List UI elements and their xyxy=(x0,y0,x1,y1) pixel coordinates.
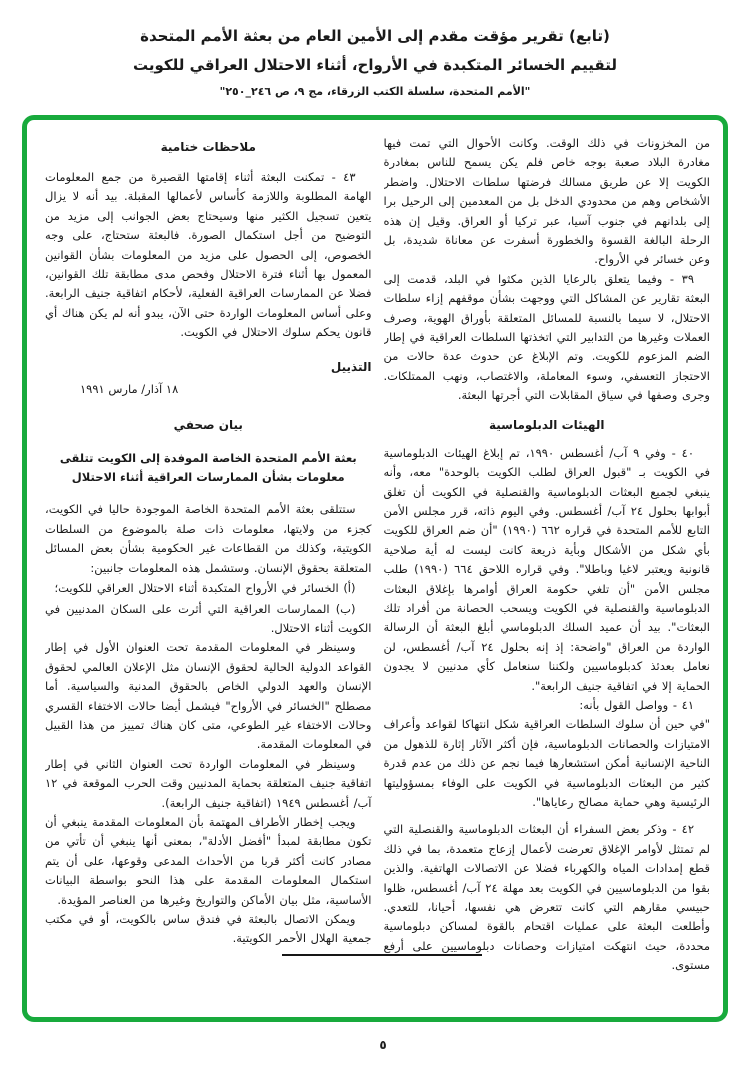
appendix-heading: التذييل xyxy=(330,359,372,374)
para-second-heading-framework: وسينظر في المعلومات الواردة تحت العنوان الثاني في إطار اتفاقية جنيف المتعلقة بحماية المدنيين وقت الحرب الموقعة في ١٢ آب/ أغسطس ١٩٤٩ (اتفاقية جنيف الرابعة). xyxy=(45,756,372,810)
appendix-date: ١٨ آذار/ مارس ١٩٩١ xyxy=(80,381,179,396)
para-40: ٤٠ - وفي ٩ آب/ أغسطس ١٩٩٠، تم إبلاغ الهيئات الدبلوماسية في الكويت بـ "قبول العراق لطلب الكويت بالوحدة" معه، وأنه ينبغي لجميع البعثات الدبلوماسية والقنصلية في الكويت أن تغلق أبوابها بحلول ٢٤ آب/ أغسطس. وفي اليوم ذاته، قرر مجلس الأمن التابع للأمم المتحدة في قراره ٦٦٢ (١٩٩٠) "أن ضم العراق للكويت بأي شكل من الأشكال وبأية ذريعة كانت ليست له أية صلاحية قانونية ويعتبر لاغيا وباطلا". وفي قراره اللاحق ٦٦٤ (١٩٩٠) طلب مجلس الأمن "أن تلغي حكومة العراق أوامرها بإغلاق البعثات الدبلوماسية والقنصلية في الكويت ويسحب الحصانة من أفراد تلك البعثات". بيد أن عميد السلك الدبلوماسي أبلغ البعثة أن الرسالة الواردة من العراق "واضحة: إذ إنه بحلول ٢٤ آب/ أغسطس، لن نعامل بعدئذ كدبلوماسيين ولكننا سنعامل كأي مدنيين لا يجدون الحماية إلا في اتفاقية جنيف الرابعة". xyxy=(383,445,710,693)
press-release-title-line2: معلومات بشأن الممارسات العراقية أثناء الاحتلال xyxy=(71,470,345,485)
para-42: ٤٢ - وذكر بعض السفراء أن البعثات الدبلوماسية والقنصلية التي لم تمتثل لأوامر الإغلاق تعرضت لأعمال إزعاج متعمدة، بما في ذلك قطع إمدادات المياه والكهرباء فضلا عن الاتصالات الهاتفية. والذين بقوا من الدبلوماسيين في الكويت بعد مهلة ٢٤ آب/ أغسطس، ظلوا حبيسي مقارهم التي كانت تتعرض هي نفسها، أحيانا، للتعدي. وأطلعت البعثة على عمليات اقتحام بالقوة لمساكن دبلوماسية محددة، حيث انتهكت امتيازات وحصانات دبلوماسيين على أرفع مستوى. xyxy=(383,822,710,973)
para-contact-info: ويمكن الاتصال بالبعثة في فندق ساس بالكويت، أو في مكتب جمعية الهلال الأحمر الكويتية. xyxy=(45,912,372,946)
para-first-heading-framework: وسينظر في المعلومات المقدمة تحت العنوان الأول في إطار القواعد الدولية الحالية لحقوق الإنسان مثل الإعلان العالمي لحقوق الإنسان والعهد الدولي الخاص بالحقوق المدنية والسياسية. أما مصطلح "الخسائر في الأرواح" فيشمل أيضا حالات الاختفاء القسري وحالات الاختفاء غير الطوعي، متى كان هناك تمييز من هذا القبيل في المعلومات المقدمة. xyxy=(45,640,372,752)
para-41-quote: "في حين أن سلوك السلطات العراقية شكل انتهاكا لقواعد وأعراف الامتيازات والحصانات الدبلوماسية، فإن أكثر الآثار إثارة للذهول من الناحية الإنسانية أمكن استشعارها فيما نجم عن ذلك من عدم قدرة كثير من البعثات الدبلوماسية في الكويت على الوفاء بمسؤوليتها الرئيسية وهي حماية مصالح رعاياها". xyxy=(383,717,710,809)
two-column-text-block xyxy=(45,134,710,979)
section-heading-diplomatic-bodies: الهيئات الدبلوماسية xyxy=(489,417,605,432)
press-release-title-line1: بعثة الأمم المتحدة الخاصة الموفدة إلى الكويت تتلقى xyxy=(59,450,357,465)
document-frame xyxy=(22,115,728,1022)
press-release-heading: بيان صحفي xyxy=(173,417,243,432)
para-39: ٣٩ - وفيما يتعلق بالرعايا الذين مكثوا في البلد، قدمت إلى البعثة تقارير عن المشاكل التي ووجهت بشأن موقفهم إزاء سلطات الاحتلال، لا سيما بالنسبة للمسائل المتعلقة بأوراق الهوية، وصرف العملات وغيرها من التدابير التي اتخذتها السلطات العراقية في إطار الضم المزعوم للكويت. وتم الإبلاغ عن حدوث عدة حالات من الاحتجاز التعسفي، وسوء المعاملة، والاغتصاب، ونهب الممتلكات. وجرى وصفها في سياق المقابلات التي أجرتها البعثة. xyxy=(383,271,710,403)
para-press-intro: ستتلقى بعثة الأمم المتحدة الخاصة الموجودة حاليا في الكويت، كجزء من ولايتها، معلومات ذات صلة بالموضوع من السلطات الكويتية، وكذلك من القطاعات غير الحكومية بشأن بعض المسائل المتعلقة بحقوق الإنسان. وستشمل هذه المعلومات جانبين: xyxy=(45,502,372,575)
end-of-text-divider xyxy=(282,954,482,956)
document-header xyxy=(0,22,750,104)
para-38-continuation: من المخزونات في ذلك الوقت. وكانت الأحوال التي تمت فيها مغادرة البلاد صعبة بوجه خاص فلم يكن يسمح للناس بمغادرة الكويت إلا عن طريق مسالك فرضتها سلطات الاحتلال. واضطر الأشخاص وهم من محدودي الدخل بل من المعدمين إلى الرحيل برا إلى بلدانهم في جنوب آسيا، عبر تركيا أو العراق. وقيل إن هذه الرحلة البالغة القسوة والخطورة أسفرت عن معاناة شديدة، بل وعن خسائر في الأرواح. xyxy=(383,136,710,267)
para-43: ٤٣ - تمكنت البعثة أثناء إقامتها القصيرة من جمع المعلومات الهامة المطلوبة واللازمة كأساس لأعمالها المقبلة. بيد أنه لا يزال يتعين تسجيل الكثير منها وسيحتاج بعض الجوانب إلى مزيد من التوضيح من أجل استكمال الصورة. فالبعثة ستحتاج، على وجه الخصوص، إلى الحصول على مزيد من المعلومات بشأن القوانين المعمول بها أثناء فترة الاحتلال وفحص مدى مطابقة تلك القوانين، فضلا عن الممارسات العراقية الفعلية، لأحكام اتفاقية جنيف الرابعة. وعلى أساس المعلومات الواردة حتى الآن، يبدو أنه لم يكن هناك أي قانون يحكم سلوك الاحتلال في الكويت. xyxy=(45,170,372,340)
para-best-evidence: ويجب إخطار الأطراف المهتمة بأن المعلومات المقدمة ينبغي أن تكون مطابقة لمبدأ "أفضل الأدلة"، بمعنى أنها ينبغي أن تأتي من مصادر كانت أكثر قربا من الأحداث المدعى وقوعها، على أن يتم استكمال المعلومات المقدمة على هذا النحو بواسطة البيانات الأساسية، مثل بيان الأماكن والتواريخ وغيرها من العناصر المؤيدة. xyxy=(45,814,372,907)
report-title-line2: لتقييم الخسائر المتكبدة في الأرواح، أثناء الاحتلال العراقي للكويت xyxy=(133,56,617,74)
column-right xyxy=(384,134,711,979)
report-title-line1: (تابع) تقرير مؤقت مقدم إلى الأمين العام من بعثة الأمم المتحدة xyxy=(140,27,610,45)
list-item-b: (ب) الممارسات العراقية التي أثرت على السكان المدنيين في الكويت أثناء الاحتلال. xyxy=(45,601,372,635)
para-41-lead: ٤١ - وواصل القول بأنه: xyxy=(579,697,694,712)
press-release-title xyxy=(45,449,372,488)
column-left xyxy=(45,134,372,979)
list-item-a: (أ) الخسائر في الأرواح المتكبدة أثناء الاحتلال العراقي للكويت؛ xyxy=(54,581,356,596)
section-heading-concluding-remarks: ملاحظات ختامية xyxy=(160,140,256,154)
page-number: ٥ xyxy=(379,1038,387,1052)
source-citation: "الأمم المتحدة، سلسلة الكتب الزرقاء، مج ٩، ص ٢٤٦_٢٥٠" xyxy=(219,85,531,98)
